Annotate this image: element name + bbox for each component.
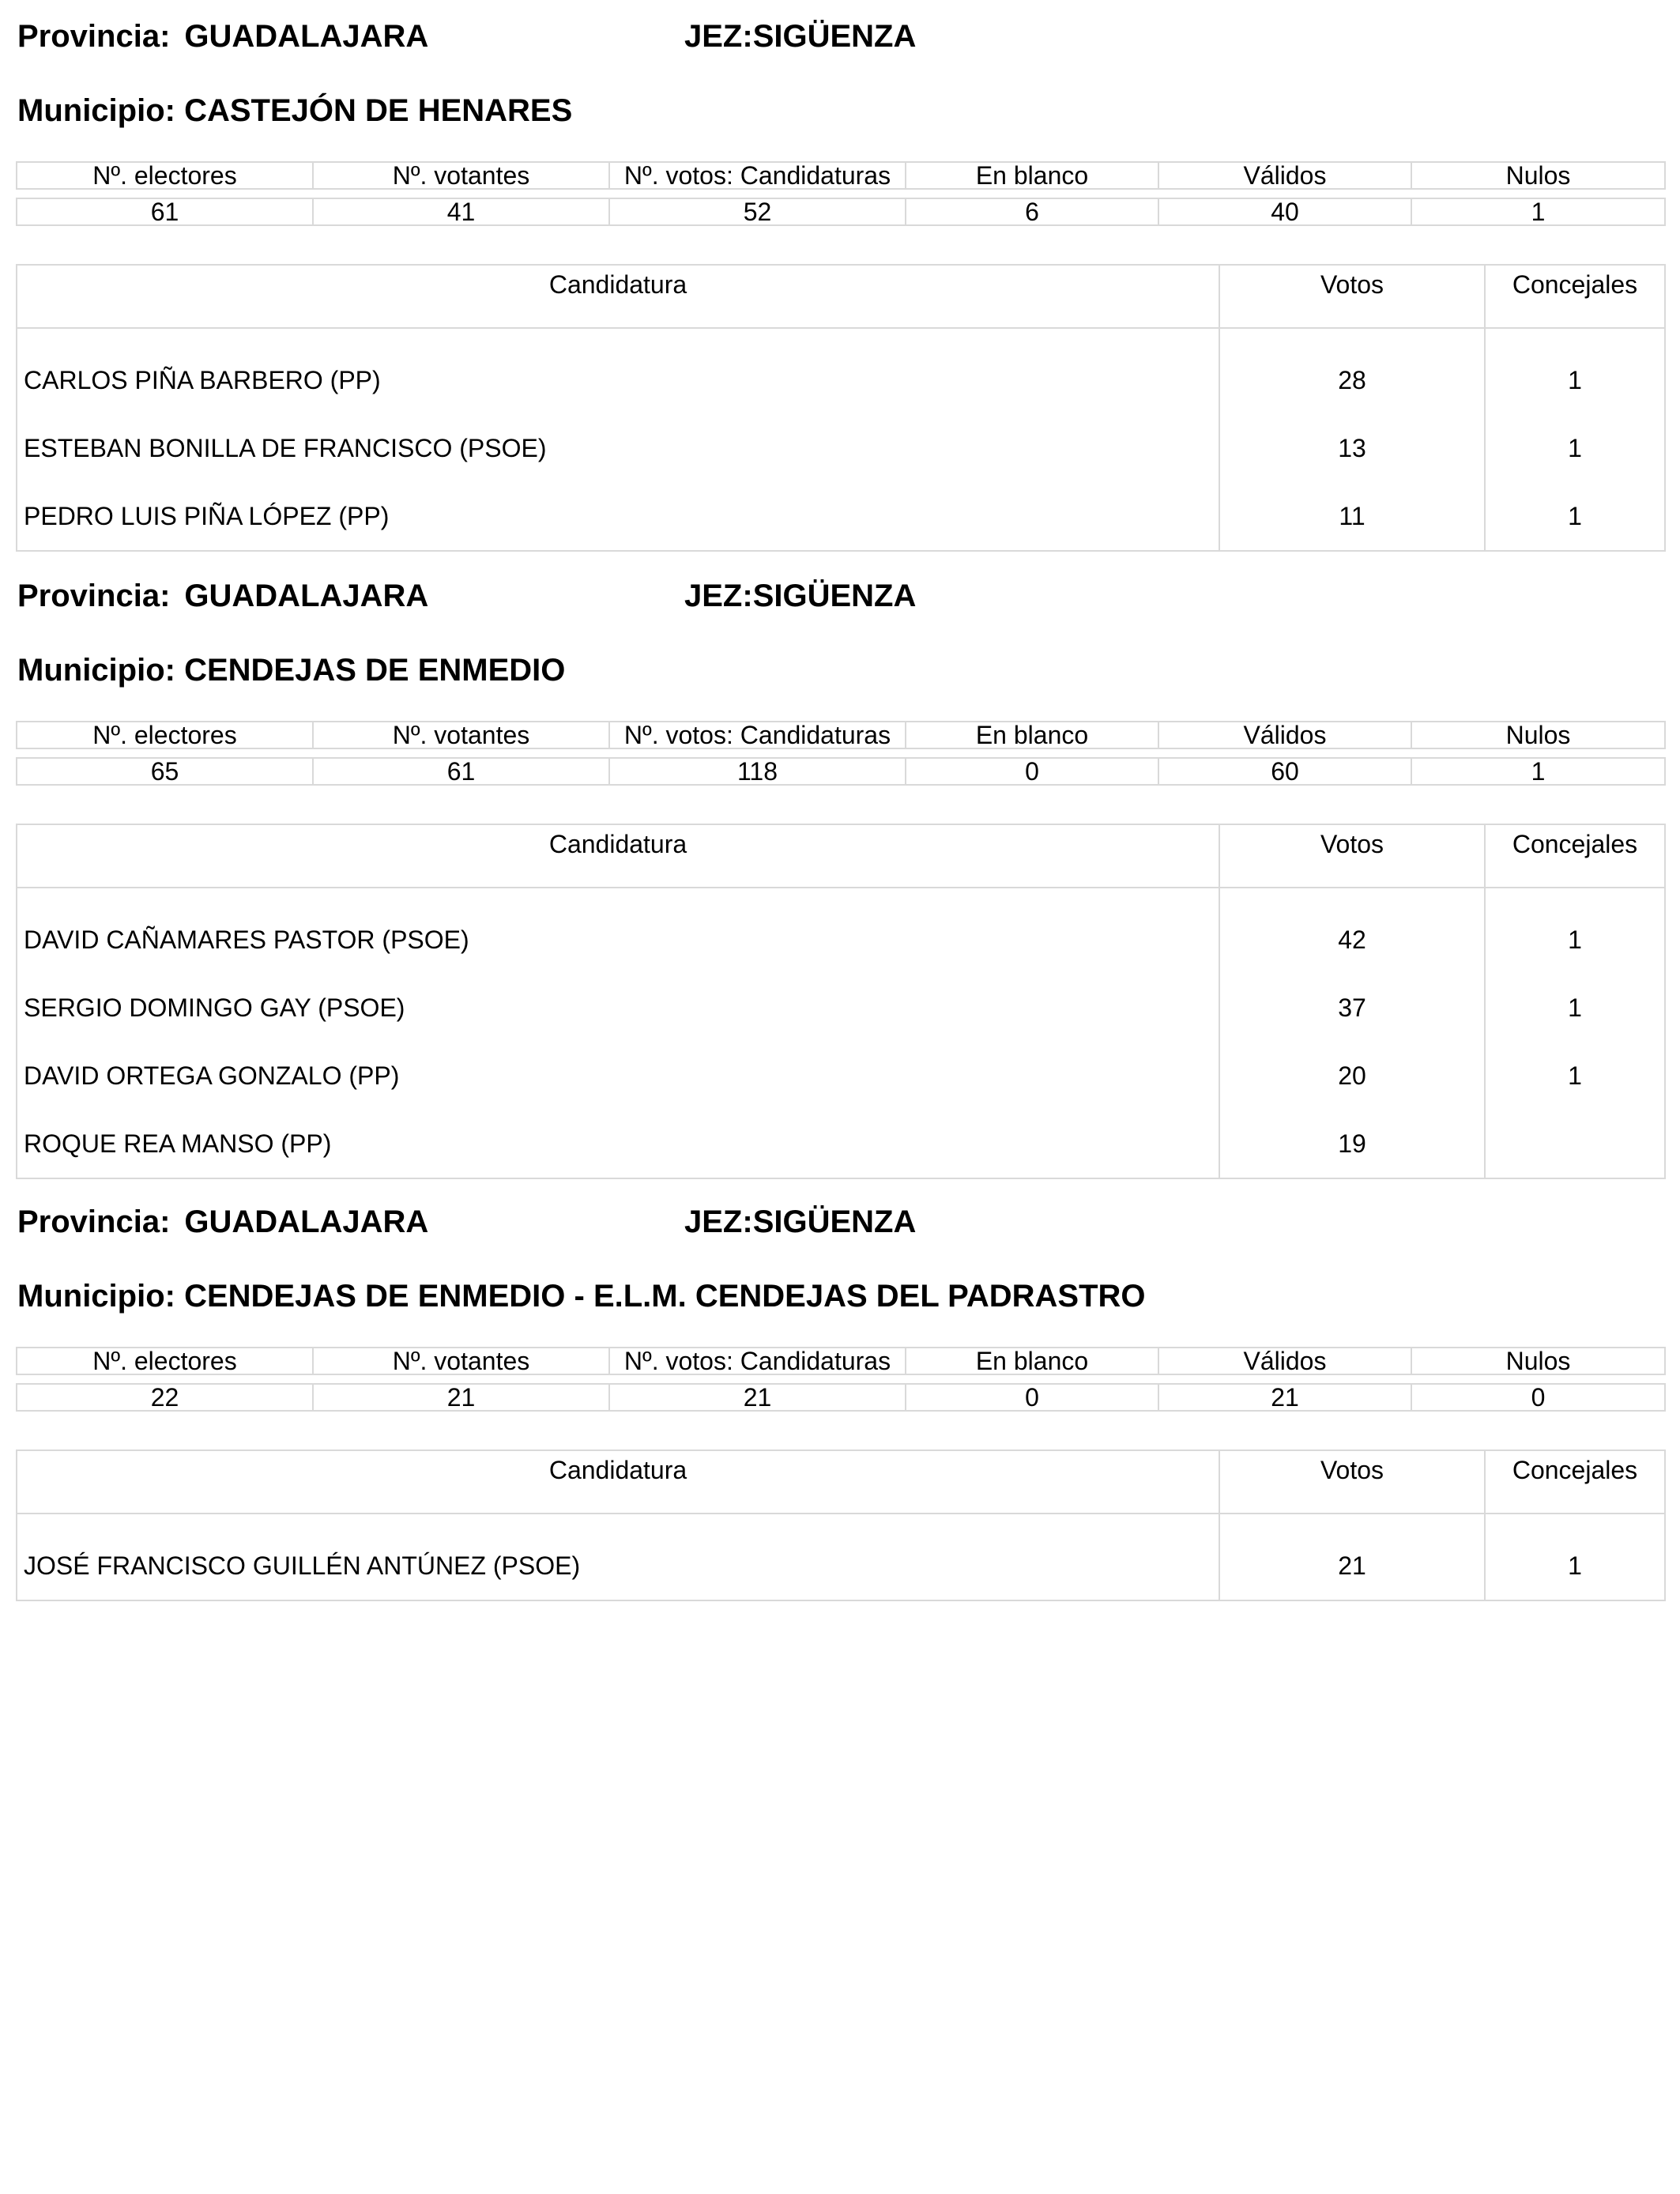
- stats-table: [16, 161, 1666, 226]
- candidates-header-row: [17, 824, 1665, 888]
- stats-header-row: [17, 1348, 1665, 1374]
- candidate-votos: 28: [1219, 346, 1485, 414]
- stats-header-en-blanco: En blanco: [906, 722, 1158, 748]
- candidate-name: DAVID ORTEGA GONZALO (PP): [17, 1042, 1219, 1110]
- provincia-value: GUADALAJARA: [184, 19, 429, 54]
- candidates-header-row: [17, 265, 1665, 328]
- stats-header-validos: Válidos: [1158, 722, 1411, 748]
- table-row: [17, 1042, 1665, 1110]
- municipio-label: Municipio:: [17, 1279, 175, 1314]
- votos-header: Votos: [1219, 1450, 1485, 1514]
- table-row: [17, 346, 1665, 414]
- candidate-name: ROQUE REA MANSO (PP): [17, 1110, 1219, 1178]
- provincia-label: Provincia:: [17, 1204, 171, 1239]
- votos-header: Votos: [1219, 824, 1485, 888]
- municipio-value: CASTEJÓN DE HENARES: [184, 93, 573, 128]
- stats-header-row: [17, 162, 1665, 189]
- stats-value-en-blanco: 0: [906, 1384, 1158, 1411]
- candidate-concejales: 1: [1568, 1551, 1582, 1580]
- stats-value-electores: 65: [17, 758, 313, 785]
- stats-table: [16, 1347, 1666, 1412]
- candidates-table: [16, 824, 1666, 1179]
- candidate-votos: 42: [1219, 906, 1485, 974]
- candidate-votos: 37: [1219, 974, 1485, 1042]
- stats-value-row: [17, 1384, 1665, 1411]
- stats-value-votantes: 41: [313, 198, 609, 225]
- jez-label: JEZ:: [684, 579, 753, 613]
- jez-value: SIGÜENZA: [752, 579, 917, 613]
- stats-header-votantes: Nº. votantes: [313, 722, 609, 748]
- concejales-header: Concejales: [1485, 824, 1665, 888]
- provincia-line: [17, 1203, 428, 1241]
- concejales-header: Concejales: [1485, 265, 1665, 328]
- candidate-concejales: 1: [1568, 365, 1582, 394]
- stats-value-en-blanco: 6: [906, 198, 1158, 225]
- stats-value-row: [17, 758, 1665, 785]
- stats-value-validos: 60: [1158, 758, 1411, 785]
- stats-header-votantes: Nº. votantes: [313, 162, 609, 189]
- stats-value-votos-candidaturas: 21: [609, 1384, 906, 1411]
- jez-line: [684, 17, 916, 55]
- table-row: [17, 1532, 1665, 1600]
- candidate-name: CARLOS PIÑA BARBERO (PP): [17, 346, 1219, 414]
- candidate-votos: 19: [1219, 1110, 1485, 1178]
- stats-header-nulos: Nulos: [1411, 1348, 1665, 1374]
- candidate-name: PEDRO LUIS PIÑA LÓPEZ (PP): [17, 482, 1219, 551]
- municipio-line: [17, 651, 565, 689]
- stats-value-nulos: 1: [1411, 198, 1665, 225]
- stats-value-validos: 40: [1158, 198, 1411, 225]
- table-row: [17, 1110, 1665, 1178]
- candidate-name: JOSÉ FRANCISCO GUILLÉN ANTÚNEZ (PSOE): [17, 1532, 1219, 1600]
- candidatura-header: Candidatura: [17, 824, 1219, 888]
- candidate-concejales: 1: [1568, 993, 1582, 1022]
- candidate-concejales: 1: [1568, 1061, 1582, 1090]
- municipio-line: [17, 1277, 1146, 1315]
- stats-header-votos-candidaturas: Nº. votos: Candidaturas: [609, 722, 906, 748]
- stats-header-en-blanco: En blanco: [906, 1348, 1158, 1374]
- stats-value-en-blanco: 0: [906, 758, 1158, 785]
- stats-header-validos: Válidos: [1158, 1348, 1411, 1374]
- stats-header-validos: Válidos: [1158, 162, 1411, 189]
- candidate-name: DAVID CAÑAMARES PASTOR (PSOE): [17, 906, 1219, 974]
- candidate-concejales: 1: [1568, 925, 1582, 954]
- stats-header-votos-candidaturas: Nº. votos: Candidaturas: [609, 162, 906, 189]
- votos-header: Votos: [1219, 265, 1485, 328]
- stats-value-votantes: 61: [313, 758, 609, 785]
- candidatura-header: Candidatura: [17, 265, 1219, 328]
- provincia-line: [17, 17, 428, 55]
- table-row: [17, 906, 1665, 974]
- municipio-label: Municipio:: [17, 653, 175, 688]
- table-row: [17, 414, 1665, 482]
- table-row: [17, 482, 1665, 551]
- concejales-header: Concejales: [1485, 1450, 1665, 1514]
- jez-line: [684, 1203, 916, 1241]
- stats-value-row: [17, 198, 1665, 225]
- candidate-concejales: 1: [1568, 433, 1582, 462]
- candidate-name: ESTEBAN BONILLA DE FRANCISCO (PSOE): [17, 414, 1219, 482]
- stats-value-validos: 21: [1158, 1384, 1411, 1411]
- stats-value-nulos: 1: [1411, 758, 1665, 785]
- stats-value-electores: 61: [17, 198, 313, 225]
- stats-header-votantes: Nº. votantes: [313, 1348, 609, 1374]
- stats-value-votantes: 21: [313, 1384, 609, 1411]
- candidate-votos: 11: [1219, 482, 1485, 551]
- stats-value-votos-candidaturas: 118: [609, 758, 906, 785]
- candidate-votos: 20: [1219, 1042, 1485, 1110]
- candidate-concejales: 1: [1568, 501, 1582, 530]
- stats-header-nulos: Nulos: [1411, 162, 1665, 189]
- stats-header-nulos: Nulos: [1411, 722, 1665, 748]
- stats-header-electores: Nº. electores: [17, 1348, 313, 1374]
- jez-label: JEZ:: [684, 1204, 753, 1239]
- candidate-name: SERGIO DOMINGO GAY (PSOE): [17, 974, 1219, 1042]
- stats-header-votos-candidaturas: Nº. votos: Candidaturas: [609, 1348, 906, 1374]
- candidatura-header: Candidatura: [17, 1450, 1219, 1514]
- stats-value-electores: 22: [17, 1384, 313, 1411]
- jez-line: [684, 577, 916, 615]
- stats-header-row: [17, 722, 1665, 748]
- municipio-label: Municipio:: [17, 93, 175, 128]
- jez-label: JEZ:: [684, 19, 753, 54]
- candidate-concejales: [1485, 1110, 1665, 1178]
- candidates-table: [16, 264, 1666, 552]
- table-row: [17, 974, 1665, 1042]
- candidates-header-row: [17, 1450, 1665, 1514]
- provincia-line: [17, 577, 428, 615]
- provincia-label: Provincia:: [17, 579, 171, 613]
- stats-header-electores: Nº. electores: [17, 722, 313, 748]
- candidate-votos: 21: [1219, 1532, 1485, 1600]
- provincia-value: GUADALAJARA: [184, 579, 429, 613]
- jez-value: SIGÜENZA: [752, 19, 917, 54]
- municipio-line: [17, 92, 572, 130]
- provincia-value: GUADALAJARA: [184, 1204, 429, 1239]
- candidates-table: [16, 1449, 1666, 1601]
- stats-table: [16, 721, 1666, 786]
- jez-value: SIGÜENZA: [752, 1204, 917, 1239]
- stats-header-electores: Nº. electores: [17, 162, 313, 189]
- stats-value-nulos: 0: [1411, 1384, 1665, 1411]
- municipio-value: CENDEJAS DE ENMEDIO - E.L.M. CENDEJAS DEL PADRASTRO: [184, 1279, 1146, 1314]
- candidate-votos: 13: [1219, 414, 1485, 482]
- stats-header-en-blanco: En blanco: [906, 162, 1158, 189]
- municipio-value: CENDEJAS DE ENMEDIO: [184, 653, 566, 688]
- stats-value-votos-candidaturas: 52: [609, 198, 906, 225]
- provincia-label: Provincia:: [17, 19, 171, 54]
